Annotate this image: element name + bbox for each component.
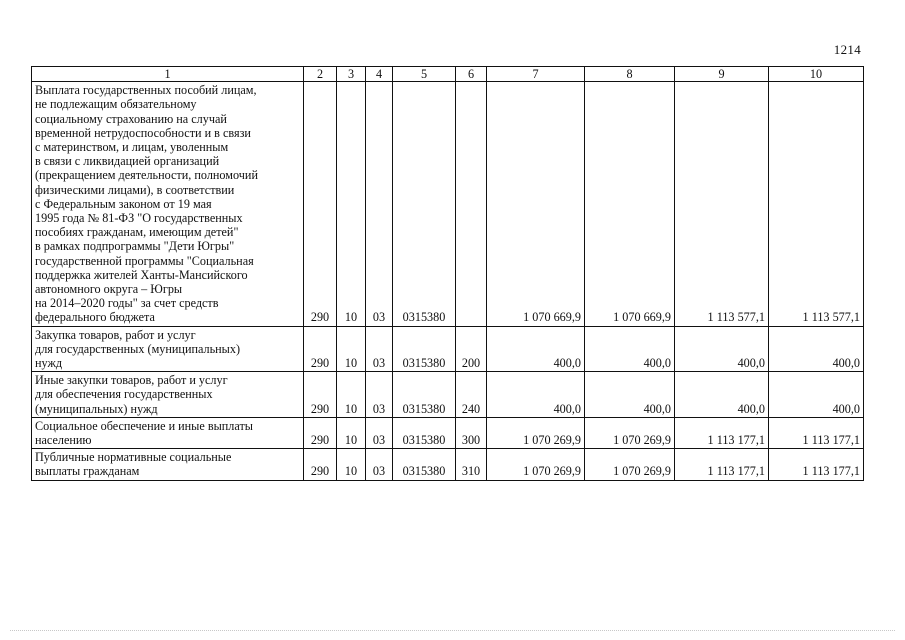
table-row [32, 82, 864, 326]
cell-expense-type [456, 82, 487, 326]
cell-expense-type: 310 [456, 449, 487, 480]
cell-amount: 1 113 577,1 [675, 82, 769, 326]
cell-chapter: 290 [304, 372, 337, 418]
cell-target-code: 0315380 [393, 417, 456, 448]
cell-amount: 1 113 177,1 [769, 449, 864, 480]
cell-amount: 1 070 269,9 [487, 449, 585, 480]
cell-amount: 1 070 669,9 [585, 82, 675, 326]
cell-chapter: 290 [304, 449, 337, 480]
table-row [32, 326, 864, 372]
cell-subsection: 03 [366, 82, 393, 326]
cell-amount: 1 070 269,9 [585, 449, 675, 480]
cell-amount: 400,0 [487, 326, 585, 372]
cell-subsection: 03 [366, 326, 393, 372]
cell-amount: 1 113 177,1 [675, 449, 769, 480]
column-header: 5 [393, 67, 456, 82]
page-number: 1214 [833, 42, 861, 57]
cell-amount: 1 113 177,1 [769, 417, 864, 448]
column-header: 4 [366, 67, 393, 82]
cell-amount: 400,0 [487, 372, 585, 418]
cell-section: 10 [337, 449, 366, 480]
cell-target-code: 0315380 [393, 449, 456, 480]
cell-amount: 400,0 [585, 326, 675, 372]
column-header: 2 [304, 67, 337, 82]
cell-target-code: 0315380 [393, 372, 456, 418]
cell-amount: 400,0 [675, 326, 769, 372]
column-header: 1 [32, 67, 304, 82]
row-name: Публичные нормативные социальные выплаты гражданам [32, 449, 304, 480]
cell-amount: 1 070 269,9 [487, 417, 585, 448]
cell-target-code: 0315380 [393, 326, 456, 372]
cell-amount: 400,0 [769, 326, 864, 372]
cell-section: 10 [337, 417, 366, 448]
cell-chapter: 290 [304, 326, 337, 372]
column-header: 3 [337, 67, 366, 82]
cell-amount: 400,0 [769, 372, 864, 418]
cell-amount: 1 113 177,1 [675, 417, 769, 448]
column-header: 8 [585, 67, 675, 82]
cell-subsection: 03 [366, 372, 393, 418]
column-header: 9 [675, 67, 769, 82]
scan-artifact-line [10, 630, 895, 632]
cell-chapter: 290 [304, 82, 337, 326]
table-row [32, 449, 864, 480]
cell-expense-type: 240 [456, 372, 487, 418]
cell-subsection: 03 [366, 417, 393, 448]
table-row [32, 417, 864, 448]
column-header: 7 [487, 67, 585, 82]
cell-subsection: 03 [366, 449, 393, 480]
cell-amount: 1 070 269,9 [585, 417, 675, 448]
cell-section: 10 [337, 326, 366, 372]
header-row [32, 67, 864, 82]
table-row [32, 372, 864, 418]
row-name: Иные закупки товаров, работ и услуг для обеспечения государственных (муниципальных) нужд [32, 372, 304, 418]
cell-expense-type: 300 [456, 417, 487, 448]
cell-amount: 1 113 577,1 [769, 82, 864, 326]
column-header: 10 [769, 67, 864, 82]
cell-expense-type: 200 [456, 326, 487, 372]
row-name: Закупка товаров, работ и услуг для государственных (муниципальных) нужд [32, 326, 304, 372]
cell-amount: 400,0 [675, 372, 769, 418]
cell-amount: 1 070 669,9 [487, 82, 585, 326]
cell-section: 10 [337, 372, 366, 418]
column-header: 6 [456, 67, 487, 82]
cell-target-code: 0315380 [393, 82, 456, 326]
row-name: Выплата государственных пособий лицам, не подлежащим обязательному социальному страхованию на случай временной нетрудоспособности и в связи с материнством, и лицам, уволенным в связи с ликвидацией организаций (прекращением деятельности, полномочий физическими лицами), в соответствии с Федеральным законом от 19 мая 1995 года № 81-ФЗ "О государственных пособиях гражданам, имеющим детей" в рамках подпрограммы "Дети Югры" государственной программы "Социальная поддержка жителей Ханты-Мансийского автономного округа – Югры на 2014–2020 годы" за счет средств федерального бюджета [32, 82, 304, 326]
cell-amount: 400,0 [585, 372, 675, 418]
cell-section: 10 [337, 82, 366, 326]
row-name: Социальное обеспечение и иные выплаты населению [32, 417, 304, 448]
cell-chapter: 290 [304, 417, 337, 448]
budget-table [31, 66, 864, 481]
